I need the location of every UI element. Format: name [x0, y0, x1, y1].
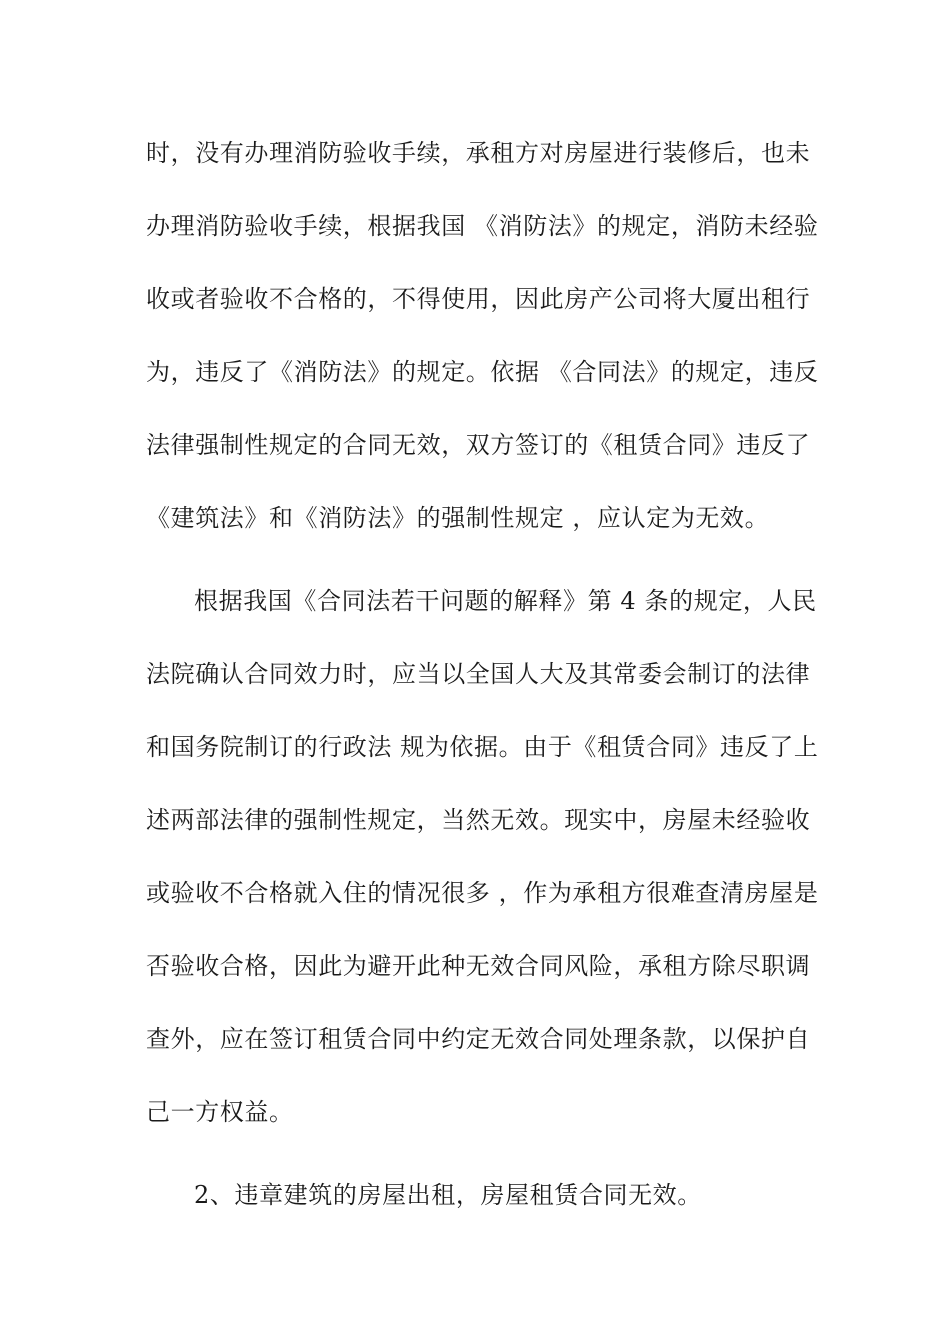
text-line: 收或者验收不合格的，不得使用，因此房产公司将大厦出租行	[146, 285, 811, 313]
text-line: 查外，应在签订租赁合同中约定无效合同处理条款，以保护自	[146, 1025, 811, 1053]
text-line: 《建筑法》和《消防法》的强制性规定 ，应认定为无效。	[146, 504, 770, 532]
text-line: 己一方权益。	[146, 1098, 294, 1126]
text-line: 法院确认合同效力时，应当以全国人大及其常委会制订的法律	[146, 660, 811, 688]
text-line: 述两部法律的强制性规定，当然无效。现实中，房屋未经验收	[146, 806, 811, 834]
text-line: 否验收合格，因此为避开此种无效合同风险，承租方除尽职调	[146, 952, 811, 980]
text-line: 办理消防验收手续，根据我国 《消防法》的规定，消防未经验	[146, 212, 819, 240]
text-line: 法律强制性规定的合同无效，双方签订的《租赁合同》违反了	[146, 431, 811, 459]
text-line: 2、违章建筑的房屋出租，房屋租赁合同无效。	[194, 1181, 702, 1209]
text-line: 和国务院制订的行政法 规为依据。由于《租赁合同》违反了上	[146, 733, 819, 761]
text-line: 根据我国《合同法若干问题的解释》第 4 条的规定，人民	[194, 587, 817, 615]
text-line: 为，违反了《消防法》的规定。依据 《合同法》的规定，违反	[146, 358, 819, 386]
text-line: 时，没有办理消防验收手续，承租方对房屋进行装修后，也未	[146, 139, 811, 167]
text-line: 或验收不合格就入住的情况很多 ，作为承租方很难查清房屋是	[146, 879, 819, 907]
